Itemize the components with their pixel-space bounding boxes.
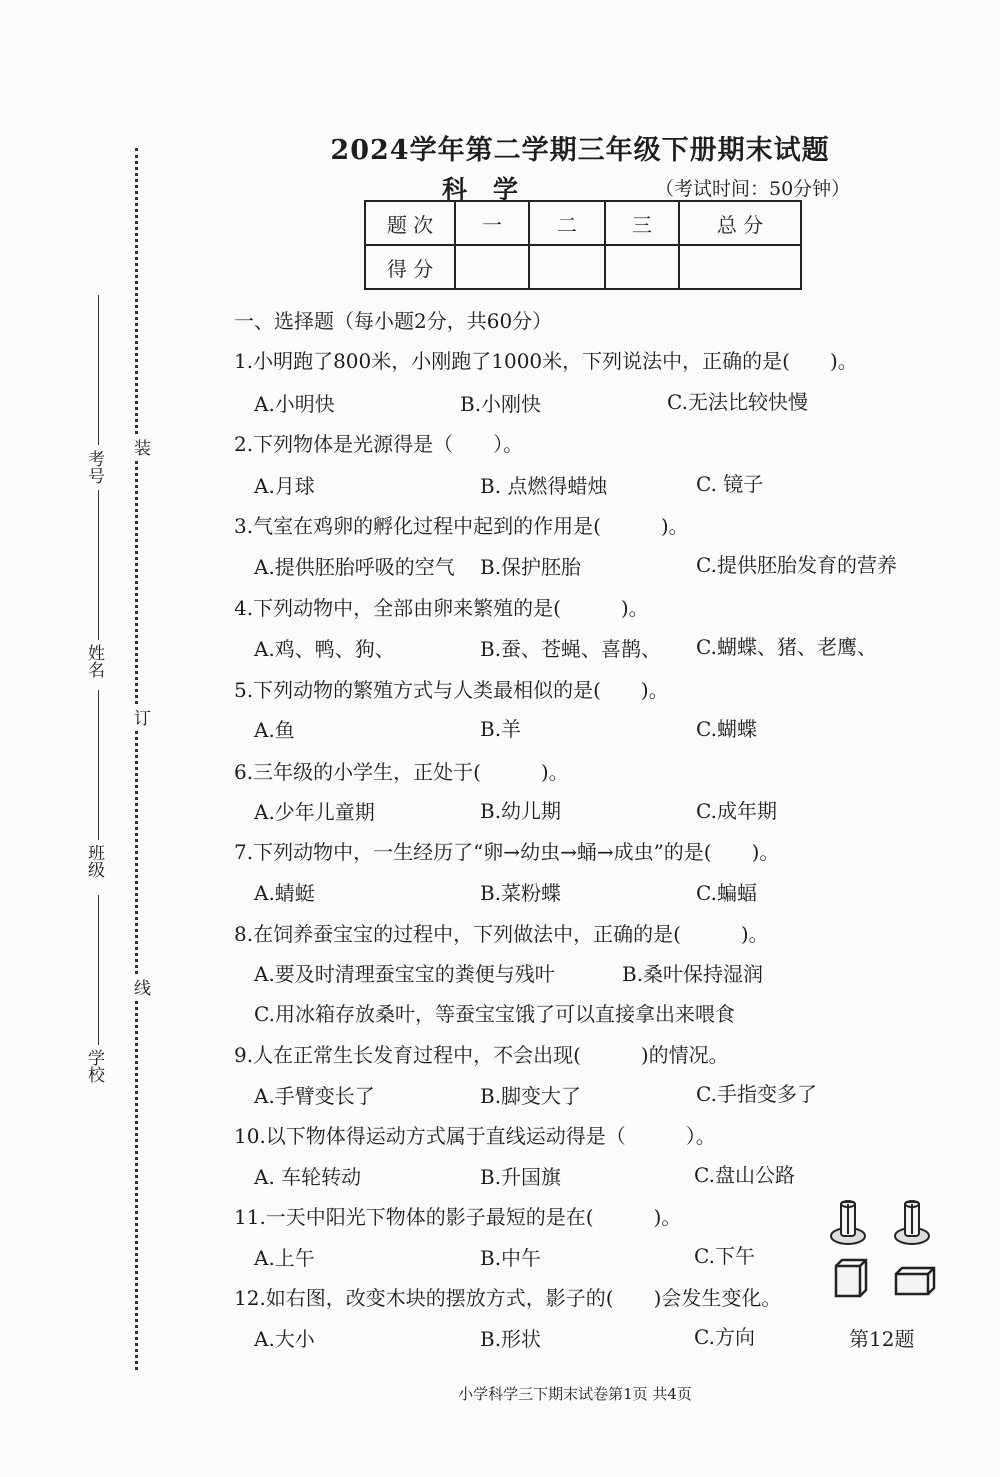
exam-number-line bbox=[98, 295, 99, 445]
score-table bbox=[364, 200, 802, 290]
block-upright-icon bbox=[836, 1260, 866, 1296]
score-table-score-row bbox=[365, 245, 801, 289]
option: B.小刚快 bbox=[460, 392, 542, 416]
option: B. 点燃得蜡烛 bbox=[480, 474, 608, 498]
question-text: 12.如右图，改变木块的摆放方式，影子的( )会发生变化。 bbox=[234, 1286, 782, 1310]
option: C.盘山公路 bbox=[694, 1163, 795, 1187]
option: A.要及时清理蚕宝宝的粪便与残叶 bbox=[254, 962, 555, 986]
option: A.鱼 bbox=[254, 718, 295, 742]
name-line bbox=[98, 490, 99, 640]
question-text: 9.人在正常生长发育过程中，不会出现( )的情况。 bbox=[234, 1043, 729, 1067]
option: A.手臂变长了 bbox=[254, 1084, 375, 1108]
name-label: 姓名 bbox=[84, 644, 104, 678]
score-cell: 题 次 bbox=[365, 201, 455, 245]
question-text: 3.气室在鸡卵的孵化过程中起到的作用是( )。 bbox=[234, 514, 689, 538]
class-line bbox=[98, 690, 99, 840]
question-text: 11.一天中阳光下物体的影子最短的是在( )。 bbox=[234, 1205, 682, 1229]
option: B.桑叶保持湿润 bbox=[622, 962, 764, 986]
binding-dotted-line bbox=[135, 148, 138, 1370]
binding-mark-zhuang: 装 bbox=[128, 436, 153, 459]
option: B.脚变大了 bbox=[480, 1084, 582, 1108]
option: A.蜻蜓 bbox=[254, 881, 315, 905]
option: B.幼儿期 bbox=[480, 799, 562, 823]
option: B.菜粉蝶 bbox=[480, 881, 562, 905]
option: C.方向 bbox=[694, 1325, 755, 1349]
score-cell: 总 分 bbox=[679, 201, 801, 245]
option: C.手指变多了 bbox=[696, 1082, 817, 1106]
question-text: 5.下列动物的繁殖方式与人类最相似的是( )。 bbox=[234, 678, 669, 702]
page-footer: 小学科学三下期末试卷第1页 共4页 bbox=[458, 1385, 692, 1403]
question-text: 6.三年级的小学生，正处于( )。 bbox=[234, 760, 569, 784]
lamp-icon bbox=[895, 1201, 929, 1244]
subject-name: 科学 bbox=[442, 175, 545, 204]
option: B.保护胚胎 bbox=[480, 555, 582, 579]
score-input-cell[interactable] bbox=[679, 245, 801, 289]
exam-number-label: 考号 bbox=[84, 450, 104, 484]
score-table-header-row bbox=[365, 201, 801, 245]
option: C.蝴蝶、猪、老鹰、 bbox=[696, 635, 877, 659]
option: C.提供胚胎发育的营养 bbox=[696, 553, 897, 577]
section-heading: 一、选择题（每小题2分，共60分） bbox=[234, 309, 553, 333]
school-line bbox=[98, 895, 99, 1045]
option: B.中午 bbox=[480, 1246, 542, 1270]
option: B.升国旗 bbox=[480, 1165, 562, 1189]
shadow-figure bbox=[826, 1196, 946, 1308]
option: A.小明快 bbox=[254, 392, 335, 416]
question-text: 2.下列物体是光源得是（ ）。 bbox=[234, 432, 524, 456]
binding-mark-xian: 线 bbox=[128, 976, 153, 999]
option: A.少年儿童期 bbox=[254, 800, 375, 824]
question-text: 1.小明跑了800米，小刚跑了1000米，下列说法中，正确的是( )。 bbox=[234, 349, 858, 373]
option: C.下午 bbox=[694, 1244, 755, 1268]
class-label: 班级 bbox=[84, 844, 104, 878]
option: C.无法比较快慢 bbox=[667, 390, 808, 414]
option: C.成年期 bbox=[696, 799, 777, 823]
question-text: 8.在饲养蚕宝宝的过程中，下列做法中，正确的是( )。 bbox=[234, 922, 769, 946]
option: C.用冰箱存放桑叶，等蚕宝宝饿了可以直接拿出来喂食 bbox=[254, 1002, 735, 1026]
option: A. 车轮转动 bbox=[254, 1165, 362, 1189]
question-text: 7.下列动物中，一生经历了“卵→幼虫→蛹→成虫”的是( )。 bbox=[234, 840, 780, 864]
option: A.鸡、鸭、狗、 bbox=[254, 637, 395, 661]
block-flat-icon bbox=[896, 1268, 934, 1294]
option: B.形状 bbox=[480, 1327, 542, 1351]
figure-label: 第12题 bbox=[849, 1327, 915, 1351]
option: B.蚕、苍蝇、喜鹊、 bbox=[480, 637, 662, 661]
question-text: 10.以下物体得运动方式属于直线运动得是（ ）。 bbox=[234, 1124, 716, 1148]
exam-time: （考试时间：50分钟） bbox=[655, 178, 851, 200]
score-input-cell[interactable] bbox=[455, 245, 529, 289]
binding-mark-ding: 订 bbox=[128, 706, 153, 729]
option: C.蝴蝶 bbox=[696, 717, 757, 741]
score-input-cell[interactable] bbox=[605, 245, 679, 289]
school-label: 学校 bbox=[84, 1049, 104, 1083]
page-title: 2024学年第二学期三年级下册期末试题 bbox=[330, 135, 830, 166]
option: C. 镜子 bbox=[696, 472, 764, 496]
option: A.提供胚胎呼吸的空气 bbox=[254, 555, 455, 579]
option: B.羊 bbox=[480, 717, 522, 741]
question-text: 4.下列动物中，全部由卵来繁殖的是( )。 bbox=[234, 596, 649, 620]
lamp-icon bbox=[831, 1201, 865, 1244]
score-cell: 二 bbox=[529, 201, 605, 245]
score-cell: 得 分 bbox=[365, 245, 455, 289]
option: A.上午 bbox=[254, 1246, 315, 1270]
option: A.月球 bbox=[254, 474, 315, 498]
score-cell: 一 bbox=[455, 201, 529, 245]
option: A.大小 bbox=[254, 1327, 315, 1351]
score-cell: 三 bbox=[605, 201, 679, 245]
score-input-cell[interactable] bbox=[529, 245, 605, 289]
option: C.蝙蝠 bbox=[696, 881, 757, 905]
